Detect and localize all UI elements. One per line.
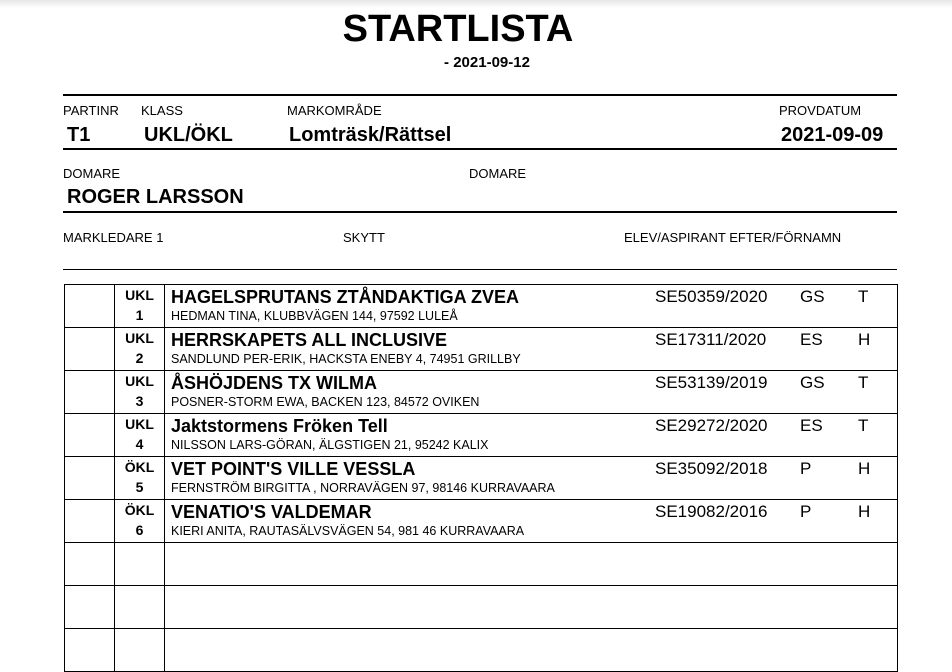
- table-row: [65, 500, 898, 543]
- entry-details-cell: [165, 285, 898, 328]
- startlist-table: [64, 284, 898, 672]
- domare1-label: DOMARE: [63, 166, 121, 181]
- registration-number: SE19082/2016: [655, 502, 768, 521]
- empty-row: [65, 543, 898, 586]
- sex: T: [858, 416, 869, 435]
- dog-name: ÅSHÖJDENS TX WILMA: [171, 373, 378, 393]
- divider: [63, 211, 897, 213]
- klass-label: KLASS: [141, 103, 183, 118]
- domare2-label: DOMARE: [469, 166, 527, 181]
- sex: T: [858, 373, 869, 392]
- entry-class: UKL: [125, 416, 154, 432]
- blank-cell: [165, 543, 898, 586]
- sex: H: [858, 502, 871, 521]
- owner-info: SANDLUND PER-ERIK, HACKSTA ENEBY 4, 74951 GRILLBY: [171, 352, 521, 366]
- entry-details-cell: [165, 328, 898, 371]
- dog-name: HAGELSPRUTANS ZTÅNDAKTIGA ZVEA: [171, 287, 519, 307]
- registration-number: SE35092/2018: [655, 459, 768, 478]
- class-number-cell: [115, 285, 165, 328]
- class-number-cell: [115, 371, 165, 414]
- entry-class: ÖKL: [124, 459, 155, 475]
- blank-cell: [115, 543, 165, 586]
- owner-info: HEDMAN TINA, KLUBBVÄGEN 144, 97592 LULEÅ: [171, 309, 458, 323]
- document-title: STARTLISTA: [342, 8, 574, 50]
- provdatum-label: PROVDATUM: [779, 103, 862, 118]
- entry-details-cell: [165, 457, 898, 500]
- entry-number: 2: [135, 350, 144, 366]
- blank-cell: [65, 543, 115, 586]
- klass-value: UKL/ÖKL: [144, 124, 233, 146]
- markledare-label: MARKLEDARE 1: [63, 230, 164, 245]
- markomrade-value: Lomträsk/Rättsel: [289, 124, 452, 146]
- entry-class: UKL: [125, 287, 154, 303]
- blank-cell: [65, 414, 115, 457]
- entry-number: 5: [135, 479, 144, 495]
- sex: H: [858, 330, 871, 349]
- class-number-cell: [115, 328, 165, 371]
- elev-label: ELEV/ASPIRANT EFTER/FÖRNAMN: [624, 230, 842, 245]
- blank-cell: [165, 586, 898, 629]
- entry-details-cell: [165, 500, 898, 543]
- entry-number: 6: [135, 522, 144, 538]
- dog-name: HERRSKAPETS ALL INCLUSIVE: [171, 330, 448, 350]
- sex: H: [858, 459, 871, 478]
- blank-cell: [65, 328, 115, 371]
- table-row: [65, 457, 898, 500]
- registration-number: SE50359/2020: [655, 287, 768, 306]
- partinr-value: T1: [67, 124, 91, 146]
- blank-cell: [65, 457, 115, 500]
- entry-details-cell: [165, 371, 898, 414]
- breed: ES: [800, 330, 823, 349]
- domare1-value: ROGER LARSSON: [67, 186, 244, 208]
- dog-name: Jaktstormens Fröken Tell: [171, 416, 388, 436]
- breed: ES: [800, 416, 823, 435]
- dog-name: VET POINT'S VILLE VESSLA: [171, 459, 416, 479]
- blank-cell: [65, 371, 115, 414]
- entry-details-cell: [165, 414, 898, 457]
- breed: GS: [800, 287, 825, 306]
- provdatum-value: 2021-09-09: [781, 124, 884, 146]
- blank-cell: [115, 586, 165, 629]
- partinr-label: PARTINR: [63, 103, 119, 118]
- breed: P: [800, 459, 812, 478]
- owner-info: POSNER-STORM EWA, BACKEN 123, 84572 OVIKEN: [171, 395, 480, 409]
- divider: [63, 94, 897, 96]
- divider: [63, 148, 897, 150]
- blank-cell: [65, 500, 115, 543]
- table-row: [65, 414, 898, 457]
- sex: T: [858, 287, 869, 306]
- empty-row: [65, 586, 898, 629]
- dog-name: VENATIO'S VALDEMAR: [171, 502, 372, 522]
- document-date: - 2021-09-12: [444, 54, 530, 71]
- owner-info: FERNSTRÖM BIRGITTA , NORRAVÄGEN 97, 98146 KURRAVAARA: [171, 481, 555, 495]
- owner-info: NILSSON LARS-GÖRAN, ÄLGSTIGEN 21, 95242 KALIX: [171, 438, 489, 452]
- entry-number: 4: [135, 436, 144, 452]
- entry-number: 3: [135, 393, 144, 409]
- table-row: [65, 371, 898, 414]
- registration-number: SE29272/2020: [655, 416, 768, 435]
- blank-cell: [65, 586, 115, 629]
- class-number-cell: [115, 457, 165, 500]
- table-row: [65, 285, 898, 328]
- breed: P: [800, 502, 812, 521]
- blank-cell: [65, 285, 115, 328]
- top-shadow: [0, 0, 952, 8]
- entry-class: ÖKL: [124, 502, 155, 518]
- markomrade-label: MARKOMRÅDE: [287, 103, 382, 118]
- class-number-cell: [115, 500, 165, 543]
- registration-number: SE17311/2020: [655, 330, 767, 349]
- entry-class: UKL: [125, 373, 154, 389]
- owner-info: KIERI ANITA, RAUTASÄLVSVÄGEN 54, 981 46 KURRAVAARA: [171, 524, 525, 538]
- breed: GS: [800, 373, 825, 392]
- entry-class: UKL: [125, 330, 154, 346]
- entry-number: 1: [135, 307, 144, 323]
- registration-number: SE53139/2019: [655, 373, 768, 392]
- table-row: [65, 328, 898, 371]
- class-number-cell: [115, 414, 165, 457]
- skytt-label: SKYTT: [343, 230, 385, 245]
- divider: [63, 269, 897, 270]
